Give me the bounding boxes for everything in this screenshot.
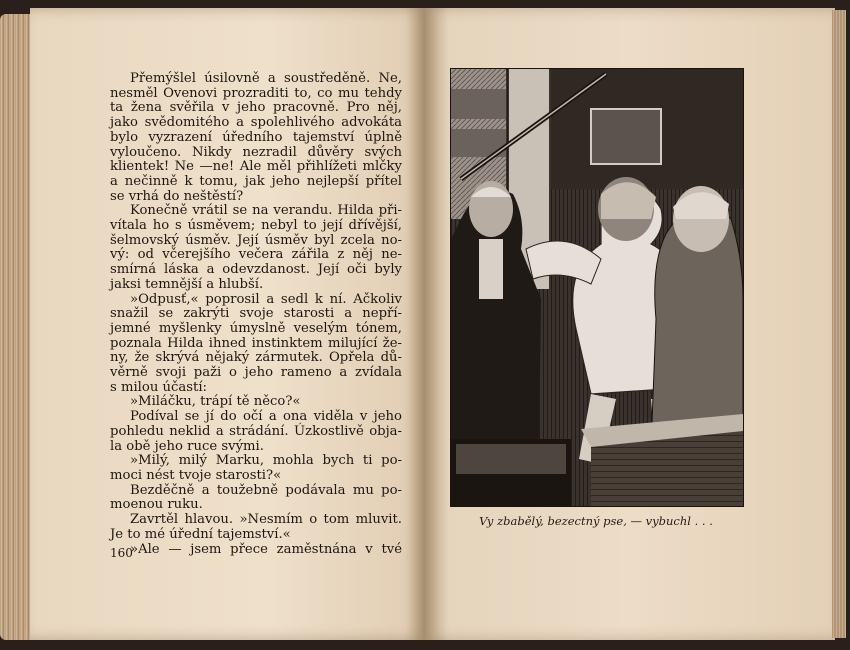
text-line: »Odpusť,« poprosil a sedl k ní. Ačkoliv xyxy=(130,291,402,307)
text-line: »Miláčku, trápí tě něco?« xyxy=(130,394,301,410)
text-line: bylo vyzrazení úředního tajemství úplně xyxy=(110,129,402,145)
body-text xyxy=(110,72,402,557)
text-line: ta žena svěřila v jeho pracovně. Pro něj, xyxy=(110,100,402,116)
text-line: klientek! Ne —ne! Ale měl přihlížeti mlčky xyxy=(110,159,402,175)
illustration-caption: Vy zbabělý, bezectný pse, — vybuchl . . . xyxy=(479,514,713,528)
text-line: smírná láska a odevzdanost. Její oči byly xyxy=(110,262,402,278)
page-number: 160 xyxy=(110,546,133,560)
text-line: Podíval se jí do očí a ona viděla v jeho xyxy=(130,409,402,425)
text-line: se vrhá do neštěstí? xyxy=(110,188,244,204)
text-line: a nečinně k tomu, jak jeho nejlepší přítel xyxy=(110,173,402,189)
text-line: věrně svoji paži o jeho rameno a zvídala xyxy=(110,365,402,381)
text-line: Bezděčně a toužebně podávala mu po- xyxy=(130,482,402,498)
text-line: jaksi temnější a hlubší. xyxy=(110,276,264,292)
text-line: poznala Hilda ihned instinktem milující že- xyxy=(110,335,402,351)
text-line: šelmovský úsměv. Její úsměv byl zcela no- xyxy=(110,232,402,248)
text-line: Přemýšlel úsilovně a soustředěně. Ne, xyxy=(130,71,402,86)
text-line: s milou účastí: xyxy=(110,379,207,395)
text-line: ny, že skrývá nějaký zármutek. Opřela dů- xyxy=(110,350,402,366)
text-line: »Milý, milý Marku, mohla bych ti po- xyxy=(130,453,402,469)
page-stack-right xyxy=(832,10,846,638)
text-line: pohledu neklid a strádání. Úzkostlivě obja- xyxy=(110,423,402,439)
text-line: vítala ho s úsměvem; nebyl to její dřívější, xyxy=(110,218,402,234)
text-line: nesměl Ovenovi prozraditi to, co mu tehdy xyxy=(110,85,402,101)
text-line: jemné myšlenky úmyslně veselým tónem, xyxy=(110,320,402,336)
illustration-drawing xyxy=(451,69,743,506)
text-line: jako svědomitého a spolehlivého advokáta xyxy=(110,115,402,131)
text-line: »Ale — jsem přece zaměstnána v tvé xyxy=(130,541,402,557)
text-line: vý: od včerejšího večera zářila z něj ne- xyxy=(110,247,402,263)
book-illustration xyxy=(450,68,744,507)
text-line: Konečně vrátil se na verandu. Hilda při- xyxy=(130,203,402,219)
text-line: snažil se zakrýti svoje starosti a nepří- xyxy=(110,306,402,322)
text-line: Zavrtěl hlavou. »Nesmím o tom mluvit. xyxy=(130,512,402,528)
text-line: moci nést tvoje starosti?« xyxy=(110,467,282,483)
text-line: la obě jeho ruce svými. xyxy=(110,438,264,454)
text-line: moenou ruku. xyxy=(110,497,203,513)
text-line: Je to mé úřední tajemství.« xyxy=(110,526,291,542)
text-line: vyloučeno. Nikdy nezradil důvěry svých xyxy=(110,144,402,160)
